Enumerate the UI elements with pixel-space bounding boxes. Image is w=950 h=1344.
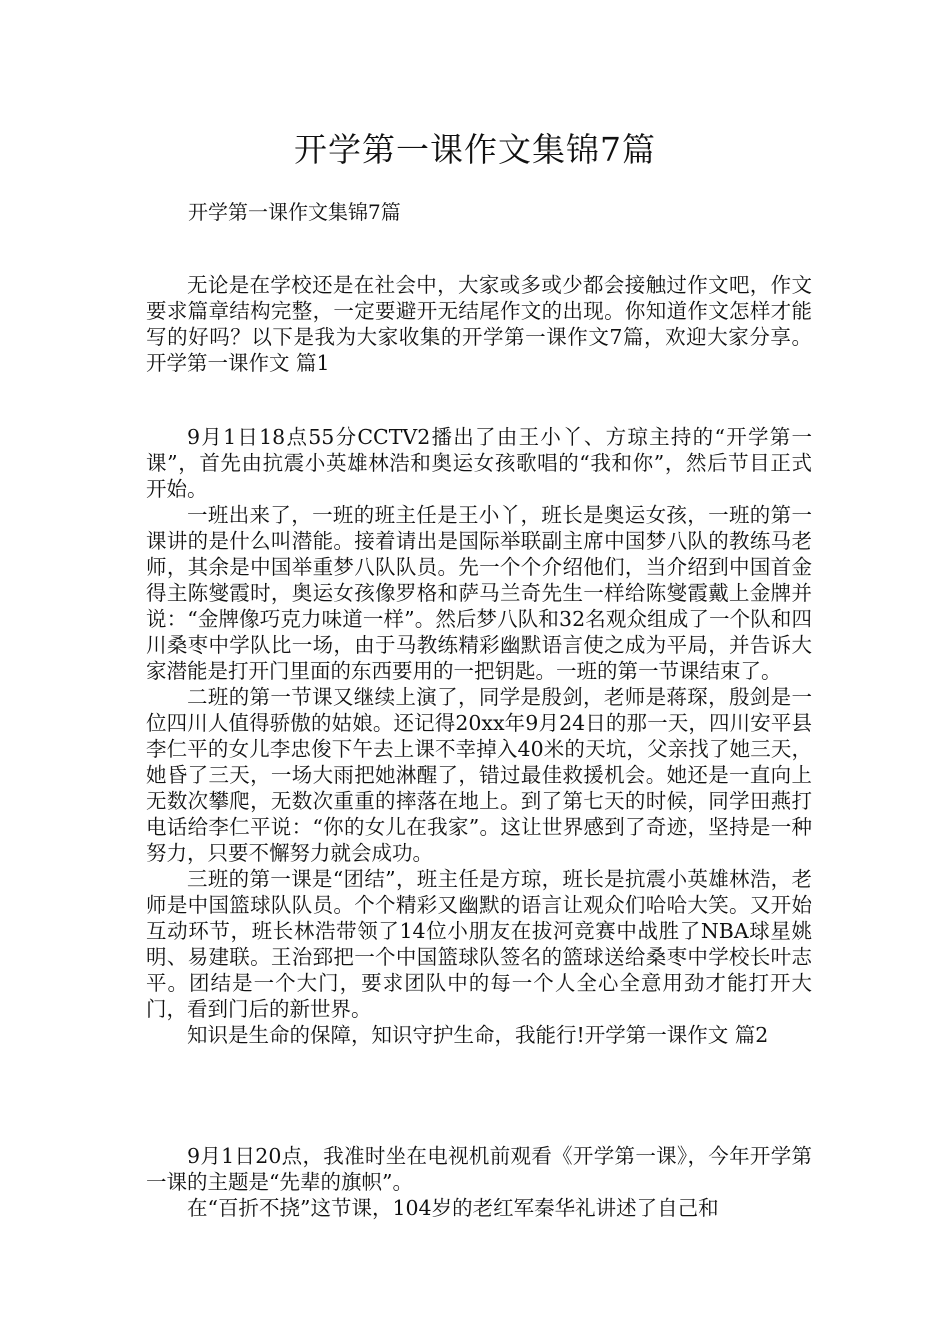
essay-2-block	[146, 1143, 812, 1221]
paragraph: 在“百折不挠”这节课，104岁的老红军秦华礼讲述了自己和	[187, 1196, 719, 1220]
paragraph: 三班的第一课是“团结”，班主任是方琼，班长是抗震小英雄林浩，老师是中国篮球队队员。个个精彩又幽默的语言让观众们哈哈大笑。又开始互动环节，班长林浩带领了14位小朋友在拔河竞赛中战胜了NBA球星姚明、易建联。王治郅把一个中国篮球队签名的篮球送给桑枣中学校长叶志平。团结是一个大门，要求团队中的每一个人全心全意用劲才能打开大门，看到门后的新世界。	[146, 867, 812, 1021]
paragraph: 一班出来了，一班的班主任是王小丫，班长是奥运女孩，一班的第一课讲的是什么叫潜能。接着请出是国际举联副主席中国梦八队的教练马老师，其余是中国举重梦八队队员。先一个个介绍他们，当介绍到中国首金得主陈燮霞时，奥运女孩像罗格和萨马兰奇先生一样给陈燮霞戴上金牌并说：“金牌像巧克力味道一样”。然后梦八队和32名观众组成了一个队和四川桑枣中学队比一场，由于马教练精彩幽默语言使之成为平局，并告诉大家潜能是打开门里面的东西要用的一把钥匙。一班的第一节课结束了。	[146, 503, 812, 683]
paragraph: 9月1日18点55分CCTV2播出了由王小丫、方琼主持的“开学第一课”，首先由抗震小英雄林浩和奥运女孩歌唱的“我和你”，然后节目正式开始。	[146, 425, 812, 501]
intro-block	[146, 272, 812, 376]
paragraph: 9月1日20点，我准时坐在电视机前观看《开学第一课》，今年开学第一课的主题是“先辈的旗帜”。	[146, 1144, 812, 1194]
paragraph: 二班的第一节课又继续上演了，同学是殷剑，老师是蒋琛，殷剑是一位四川人值得骄傲的姑娘。还记得20xx年9月24日的那一天，四川安平县李仁平的女儿李忠俊下午去上课不幸掉入40米的天坑，父亲找了她三天，她昏了三天，一场大雨把她淋醒了，错过最佳救援机会。她还是一直向上无数次攀爬，无数次重重的摔落在地上。到了第七天的时候，同学田燕打电话给李仁平说：“你的女儿在我家”。这让世界感到了奇迹，坚持是一种努力，只要不懈努力就会成功。	[146, 685, 812, 865]
essay-1-block	[146, 424, 812, 1048]
intro-paragraph: 无论是在学校还是在社会中，大家或多或少都会接触过作文吧，作文要求篇章结构完整，一定要避开无结尾作文的出现。你知道作文怎样才能写的好吗？以下是我为大家收集的开学第一课作文7篇，欢迎大家分享。开学第一课作文 篇1	[146, 273, 812, 375]
paragraph: 知识是生命的保障，知识守护生命，我能行!开学第一课作文 篇2	[187, 1023, 769, 1047]
document-subtitle: 开学第一课作文集锦7篇	[188, 200, 401, 224]
document-title: 开学第一课作文集锦7篇	[294, 130, 656, 169]
